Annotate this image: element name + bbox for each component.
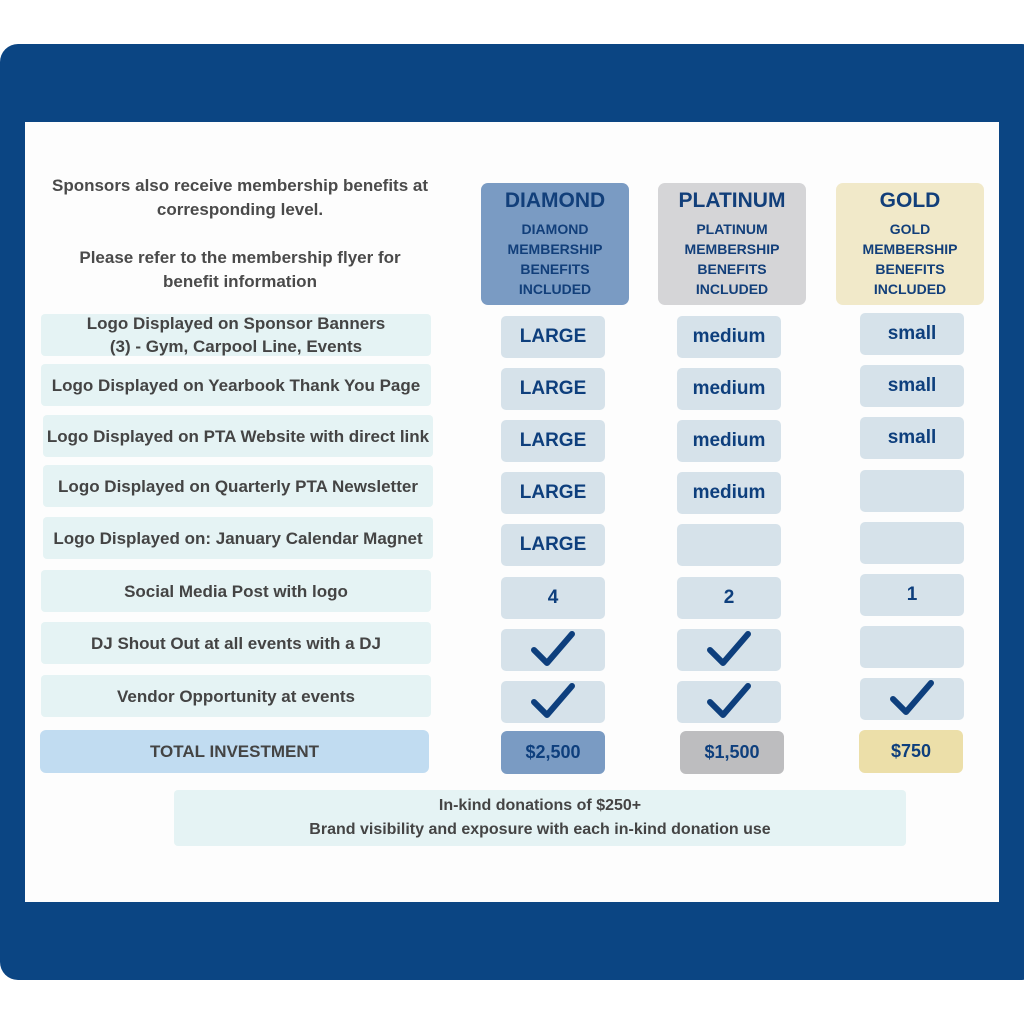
intro-line: Sponsors also receive membership benefits at [51, 176, 429, 195]
cell-diamond: LARGE [501, 524, 605, 566]
feature-label: DJ Shout Out at all events with a DJ [91, 633, 381, 653]
tier-benefits [658, 219, 806, 299]
cell-gold: 1 [860, 574, 964, 616]
cell-diamond: LARGE [501, 420, 605, 462]
feature-label: Logo Displayed on Yearbook Thank You Page [51, 375, 421, 395]
cell-diamond: 4 [501, 577, 605, 619]
intro-line: Please refer to the membership flyer for [79, 248, 401, 267]
footnote-line: Brand visibility and exposure with each in-kind donation use [309, 821, 771, 838]
tier-header-platinum [658, 183, 806, 305]
footnote-line: In-kind donations of $250+ [438, 797, 642, 814]
feature-label: Vendor Opportunity at events [116, 686, 356, 706]
tier-benefit-line: GOLD [889, 221, 931, 237]
cell-gold [860, 522, 964, 564]
cell-platinum: 2 [677, 577, 781, 619]
in-kind-donations-note [174, 790, 906, 846]
feature-label: Logo Displayed on Sponsor Banners [86, 314, 386, 333]
cell-gold [860, 626, 964, 668]
check-icon [530, 682, 576, 722]
tier-benefit-line: INCLUDED [518, 281, 592, 297]
tier-benefit-line: MEMBERSHIP [862, 241, 958, 257]
feature-sponsor-banners [41, 314, 431, 356]
cell-gold [860, 470, 964, 512]
tier-benefit-line: DIAMOND [521, 221, 589, 237]
tier-benefits [836, 219, 984, 299]
cell-diamond: LARGE [501, 472, 605, 514]
cell-gold: small [860, 365, 964, 407]
total-gold: $750 [859, 730, 963, 773]
feature-newsletter [43, 465, 433, 507]
tier-benefit-line: MEMBERSHIP [507, 241, 603, 257]
cell-platinum [677, 629, 781, 671]
cell-platinum [677, 681, 781, 723]
cell-diamond [501, 681, 605, 723]
feature-label-detail: (3) - Gym, Carpool Line, Events [109, 337, 363, 356]
total-investment-label: TOTAL INVESTMENT [40, 730, 429, 773]
cell-platinum [677, 524, 781, 566]
tier-name: GOLD [879, 189, 941, 212]
cell-platinum: medium [677, 420, 781, 462]
tier-header-gold [836, 183, 984, 305]
intro-reference [40, 246, 440, 294]
tier-name: PLATINUM [678, 189, 786, 212]
cell-diamond [501, 629, 605, 671]
tier-benefit-line: INCLUDED [695, 281, 769, 297]
tier-benefit-line: INCLUDED [873, 281, 947, 297]
tier-benefit-line: PLATINUM [696, 221, 768, 237]
intro-note [40, 174, 440, 222]
feature-label: Social Media Post with logo [124, 581, 348, 601]
tier-name: DIAMOND [504, 189, 606, 212]
tier-benefit-line: BENEFITS [520, 261, 590, 277]
tier-benefit-line: MEMBERSHIP [684, 241, 780, 257]
feature-label: Logo Displayed on: January Calendar Magnet [53, 528, 423, 548]
cell-gold: small [860, 417, 964, 459]
intro-line: corresponding level. [156, 200, 324, 219]
tier-benefit-line: BENEFITS [875, 261, 945, 277]
tier-benefit-line: BENEFITS [697, 261, 767, 277]
feature-label: Logo Displayed on Quarterly PTA Newsletter [58, 476, 418, 496]
feature-dj-shout-out [41, 622, 431, 664]
feature-yearbook [41, 364, 431, 406]
cell-platinum: medium [677, 316, 781, 358]
cell-platinum: medium [677, 368, 781, 410]
feature-label: Logo Displayed on PTA Website with direct link [46, 426, 430, 446]
feature-calendar-magnet [43, 517, 433, 559]
check-icon [889, 679, 935, 719]
intro-line: benefit information [163, 272, 317, 291]
feature-website [43, 415, 433, 457]
cell-gold [860, 678, 964, 720]
check-icon [706, 630, 752, 670]
tier-benefits [481, 219, 629, 299]
check-icon [530, 630, 576, 670]
cell-platinum: medium [677, 472, 781, 514]
total-diamond: $2,500 [501, 731, 605, 774]
tier-header-diamond [481, 183, 629, 305]
feature-social-media [41, 570, 431, 612]
total-platinum: $1,500 [680, 731, 784, 774]
cell-diamond: LARGE [501, 368, 605, 410]
cell-gold: small [860, 313, 964, 355]
feature-vendor-opportunity [41, 675, 431, 717]
check-icon [706, 682, 752, 722]
cell-diamond: LARGE [501, 316, 605, 358]
